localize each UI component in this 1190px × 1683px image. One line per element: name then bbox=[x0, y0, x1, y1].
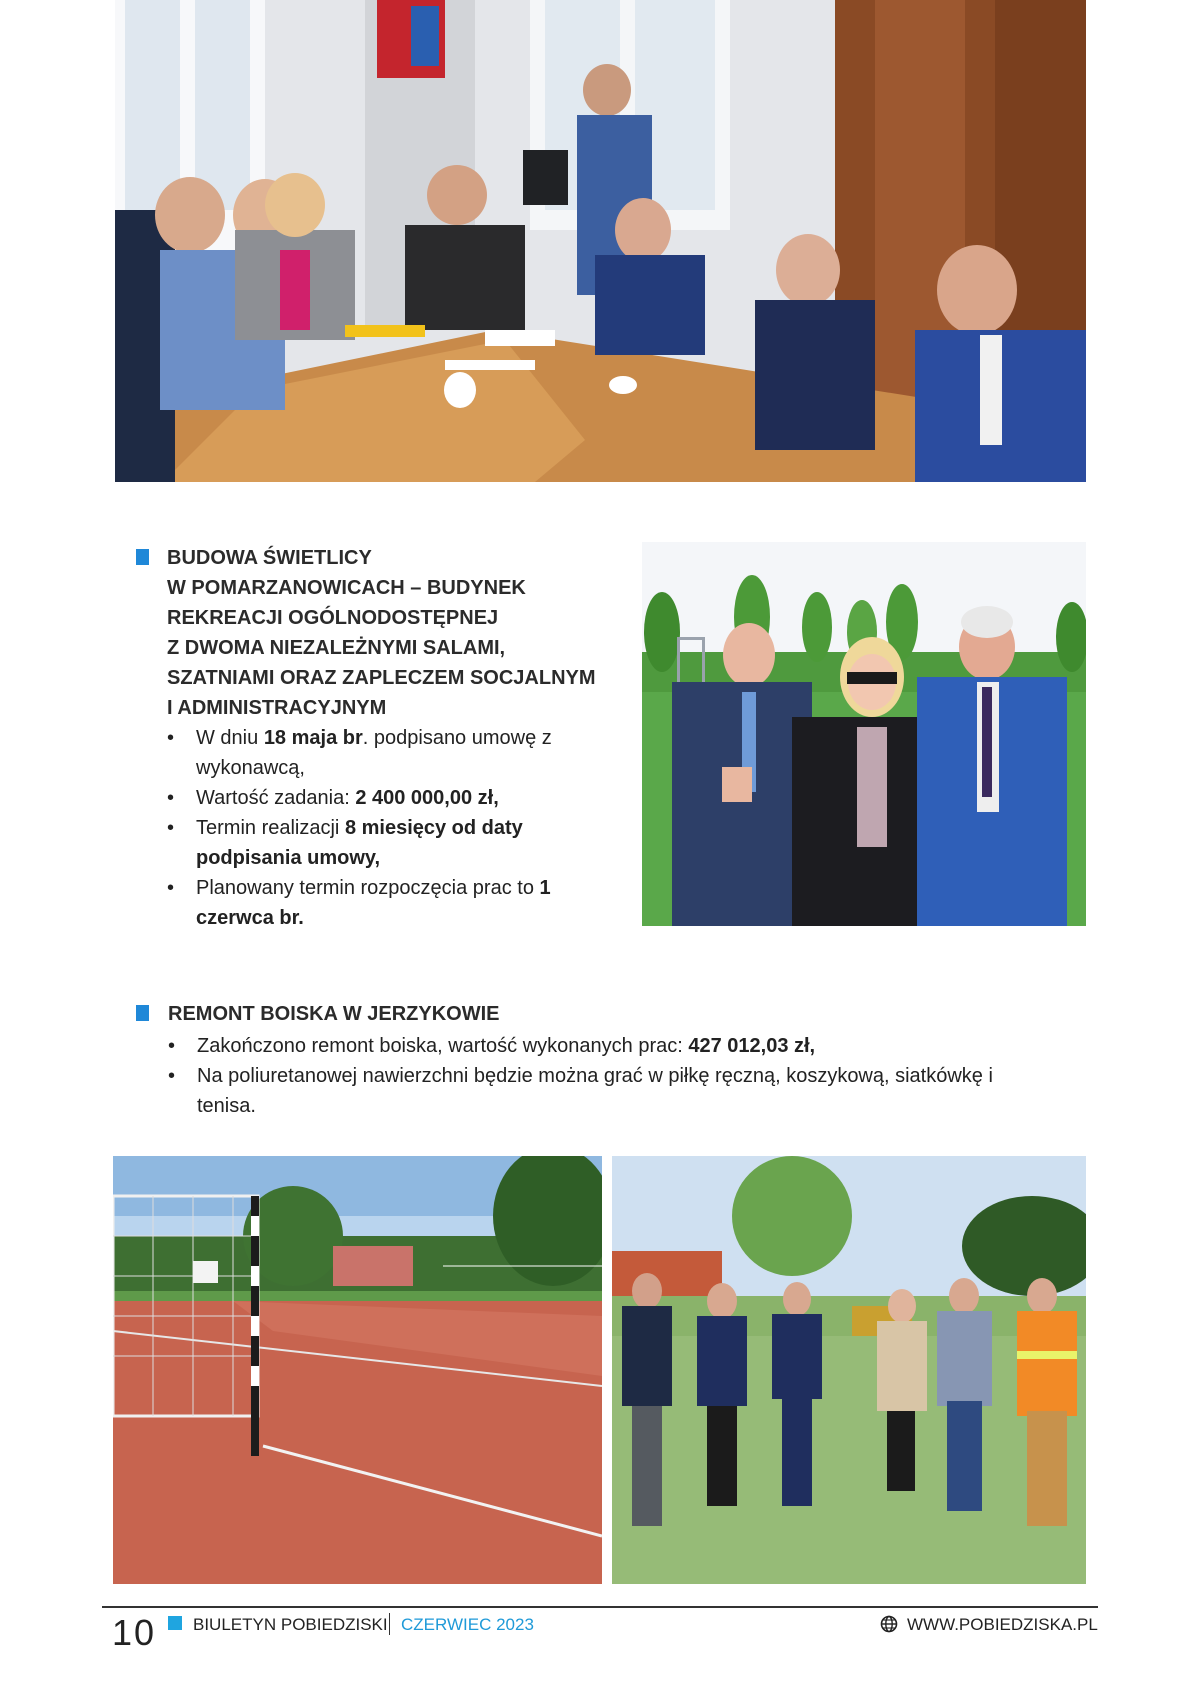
section-heading-boisko: REMONT BOISKA W JERZYKOWIE bbox=[168, 1003, 500, 1025]
photo-three-people-field bbox=[642, 542, 1086, 926]
list-item: • Na poliuretanowej nawierzchni będzie można grać w piłkę ręczną, koszykową, siatkówkę i tenisa. bbox=[168, 1061, 1048, 1121]
publication-title: BIULETYN POBIEDZISKI bbox=[193, 1615, 388, 1634]
section-bullet-square bbox=[136, 1005, 149, 1021]
heading-line: I ADMINISTRACYJNYM bbox=[167, 697, 387, 719]
footer-rule bbox=[102, 1606, 1098, 1608]
page-number: 10 bbox=[112, 1612, 157, 1653]
section2-bullet-list bbox=[168, 1031, 1048, 1121]
footer-square-icon bbox=[168, 1616, 182, 1630]
heading-line: SZATNIAMI ORAZ ZAPLECZEM SOCJALNYM bbox=[167, 667, 596, 689]
heading-line: Z DWOMA NIEZALEŻNYMI SALAMI, bbox=[167, 637, 506, 659]
list-item: • Wartość zadania: 2 400 000,00 zł, bbox=[167, 783, 577, 813]
website-link[interactable]: WWW.POBIEDZISKA.PL bbox=[907, 1615, 1098, 1634]
footer-separator bbox=[389, 1613, 390, 1635]
heading-line: REKREACJI OGÓLNODOSTĘPNEJ bbox=[167, 607, 499, 629]
list-item: • W dniu 18 maja br. podpisano umowę z wykonawcą, bbox=[167, 723, 577, 783]
list-item: • Planowany termin rozpoczęcia prac to 1 czerwca br. bbox=[167, 873, 577, 933]
section-heading-swietlica bbox=[167, 543, 617, 723]
section1-bullet-list bbox=[167, 723, 577, 933]
list-item: • Zakończono remont boiska, wartość wykonanych prac: 427 012,03 zł, bbox=[168, 1031, 1048, 1061]
photo-meeting-signing bbox=[115, 0, 1086, 482]
list-item: • Termin realizacji 8 miesięcy od daty podpisania umowy, bbox=[167, 813, 577, 873]
section-bullet-square bbox=[136, 549, 149, 565]
photo-renovated-court bbox=[113, 1156, 602, 1584]
issue-date: CZERWIEC 2023 bbox=[401, 1615, 534, 1634]
photo-group-on-pitch bbox=[612, 1156, 1086, 1584]
heading-line: BUDOWA ŚWIETLICY bbox=[167, 547, 372, 569]
heading-line: W POMARZANOWICACH – BUDYNEK bbox=[167, 577, 526, 599]
globe-icon bbox=[879, 1614, 899, 1634]
